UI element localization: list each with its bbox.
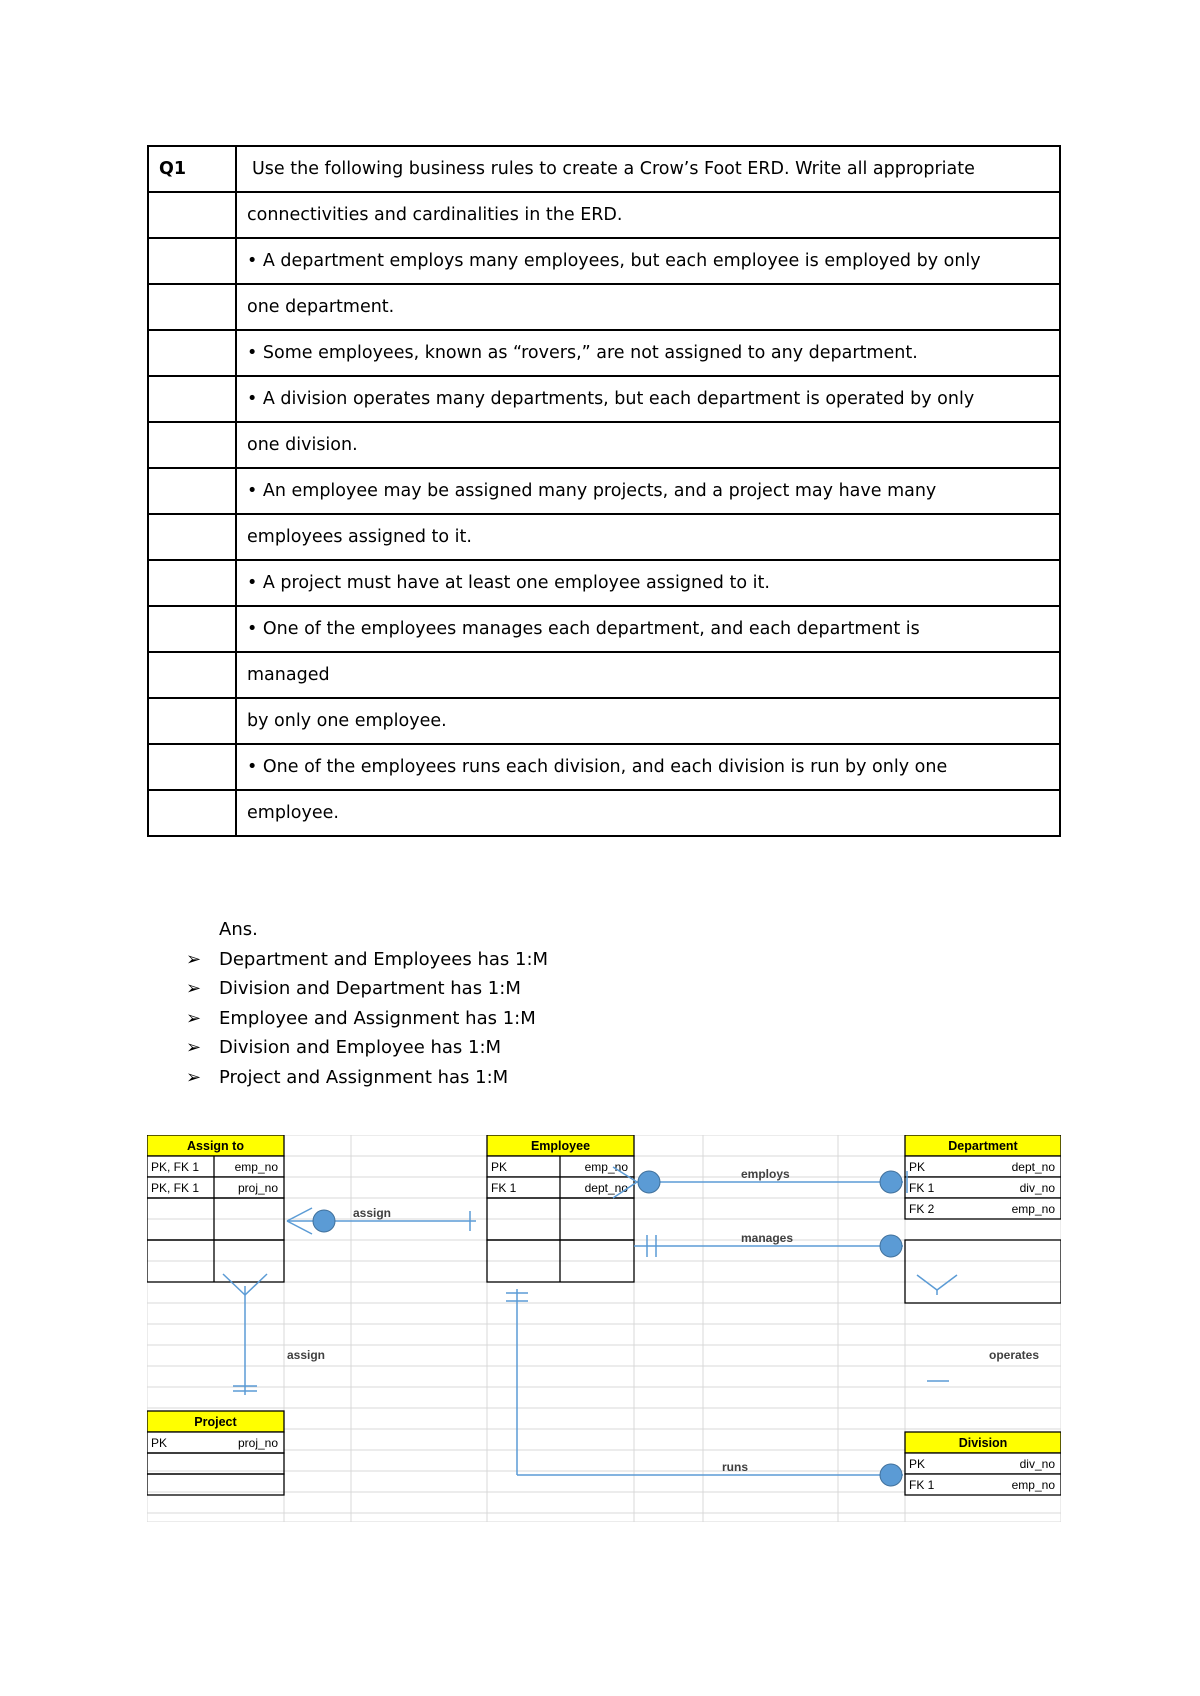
question-text-line: • Some employees, known as “rovers,” are not assigned to any department. bbox=[236, 330, 1060, 376]
answer-item bbox=[186, 974, 548, 1004]
entity-attribute: dept_no bbox=[584, 1181, 628, 1195]
entity-key-type: FK 1 bbox=[909, 1181, 935, 1195]
entity-attribute: emp_no bbox=[1011, 1202, 1055, 1216]
optional-circle bbox=[880, 1171, 902, 1193]
question-text-line: • One of the employees runs each division, and each division is run by only one bbox=[236, 744, 1060, 790]
question-number-cell bbox=[148, 192, 236, 238]
answer-item bbox=[186, 1063, 548, 1093]
question-row bbox=[148, 468, 1060, 514]
entity-attribute: emp_no bbox=[584, 1160, 628, 1174]
question-row bbox=[148, 146, 1060, 192]
question-row bbox=[148, 514, 1060, 560]
optional-circle bbox=[880, 1464, 902, 1486]
entity-title: Division bbox=[958, 1436, 1008, 1450]
question-number-cell bbox=[148, 330, 236, 376]
question-number-cell bbox=[148, 468, 236, 514]
entity-key-type: FK 1 bbox=[491, 1181, 517, 1195]
entity-title: Employee bbox=[530, 1139, 591, 1153]
optional-circle bbox=[638, 1171, 660, 1193]
answer-item-text: Division and Department has 1:M bbox=[219, 978, 521, 999]
manages-label: manages bbox=[741, 1231, 794, 1245]
question-row bbox=[148, 652, 1060, 698]
question-row bbox=[148, 330, 1060, 376]
department-entity bbox=[905, 1135, 1061, 1303]
entity-attribute: dept_no bbox=[1011, 1160, 1055, 1174]
question-number-cell bbox=[148, 790, 236, 836]
arrow-bullet-icon: ➢ bbox=[186, 978, 202, 999]
question-number-cell bbox=[148, 652, 236, 698]
question-row bbox=[148, 744, 1060, 790]
answer-item-text: Division and Employee has 1:M bbox=[219, 1037, 502, 1058]
question-text-line: • A division operates many departments, but each department is operated by only bbox=[236, 376, 1060, 422]
division-entity bbox=[905, 1432, 1061, 1495]
entity-attribute: emp_no bbox=[234, 1160, 278, 1174]
entity-key-type: FK 1 bbox=[909, 1478, 935, 1492]
assign-top-label: assign bbox=[353, 1206, 392, 1220]
entity-attribute: div_no bbox=[1019, 1457, 1055, 1471]
question-row bbox=[148, 606, 1060, 652]
question-text-line: • One of the employees manages each department, and each department is bbox=[236, 606, 1060, 652]
question-text-line: by only one employee. bbox=[236, 698, 1060, 744]
answer-title: Ans. bbox=[219, 919, 258, 940]
answer-item-text: Department and Employees has 1:M bbox=[219, 948, 549, 970]
question-text-line: employees assigned to it. bbox=[236, 514, 1060, 560]
answer-item bbox=[186, 945, 548, 975]
question-number-cell bbox=[148, 698, 236, 744]
question-text-line: • A project must have at least one employee assigned to it. bbox=[236, 560, 1060, 606]
entity-title: Department bbox=[948, 1139, 1018, 1153]
employee-entity bbox=[487, 1135, 634, 1282]
entity-attribute: emp_no bbox=[1011, 1478, 1055, 1492]
runs-label: runs bbox=[722, 1460, 749, 1474]
question-row bbox=[148, 284, 1060, 330]
question-number-cell bbox=[148, 422, 236, 468]
question-row bbox=[148, 560, 1060, 606]
answer-item-text: Employee and Assignment has 1:M bbox=[219, 1007, 536, 1029]
question-number-cell bbox=[148, 376, 236, 422]
assign-to-entity bbox=[147, 1135, 284, 1282]
entity-title: Assign to bbox=[187, 1139, 244, 1153]
question-text-line: • An employee may be assigned many projects, and a project may have many bbox=[236, 468, 1060, 514]
answer-item-text: Project and Assignment has 1:M bbox=[219, 1066, 509, 1088]
optional-circle bbox=[880, 1235, 902, 1257]
question-number: Q1 bbox=[148, 146, 236, 192]
answer-item bbox=[186, 1033, 548, 1063]
entity-key-type: FK 2 bbox=[909, 1202, 935, 1216]
entity-key-type: PK, FK 1 bbox=[151, 1160, 200, 1174]
project-entity bbox=[147, 1411, 284, 1495]
question-row bbox=[148, 422, 1060, 468]
entity-key-type: PK bbox=[151, 1436, 168, 1450]
entity-key-type: PK, FK 1 bbox=[151, 1181, 200, 1195]
entity-attribute: div_no bbox=[1019, 1181, 1055, 1195]
question-number-cell bbox=[148, 560, 236, 606]
crowfoot-right-line bbox=[245, 1274, 267, 1295]
question-row bbox=[148, 192, 1060, 238]
answer-list bbox=[186, 945, 548, 1093]
entity-attribute: proj_no bbox=[237, 1436, 278, 1450]
arrow-bullet-icon: ➢ bbox=[186, 1037, 202, 1058]
answer-item bbox=[186, 1004, 548, 1034]
question-row bbox=[148, 698, 1060, 744]
entity-attribute: proj_no bbox=[237, 1181, 278, 1195]
operates-label: operates bbox=[989, 1348, 1040, 1362]
entity-title: Project bbox=[194, 1415, 237, 1429]
question-text-line: Use the following business rules to create a Crow’s Foot ERD. Write all appropriate bbox=[236, 146, 1060, 192]
entity-key-type: PK bbox=[909, 1457, 926, 1471]
question-row bbox=[148, 790, 1060, 836]
question-text-line: connectivities and cardinalities in the ERD. bbox=[236, 192, 1060, 238]
arrow-bullet-icon: ➢ bbox=[186, 1066, 202, 1088]
question-text-line: one department. bbox=[236, 284, 1060, 330]
question-number-cell bbox=[148, 284, 236, 330]
question-number-cell bbox=[148, 606, 236, 652]
arrow-bullet-icon: ➢ bbox=[186, 948, 202, 970]
question-number-cell bbox=[148, 238, 236, 284]
answer-section bbox=[186, 915, 548, 1092]
crowfoot-lower-line bbox=[287, 1221, 312, 1234]
question-text-line: • A department employs many employees, but each employee is employed by only bbox=[236, 238, 1060, 284]
entity-key-type: PK bbox=[909, 1160, 926, 1174]
arrow-bullet-icon: ➢ bbox=[186, 1007, 202, 1029]
employs-label: employs bbox=[741, 1167, 790, 1181]
question-text-line: managed bbox=[236, 652, 1060, 698]
question-text-line: employee. bbox=[236, 790, 1060, 836]
crowfoot-left-line bbox=[223, 1274, 245, 1295]
question-number-cell bbox=[148, 514, 236, 560]
question-row bbox=[148, 376, 1060, 422]
question-table bbox=[147, 145, 1061, 837]
entity-key-type: PK bbox=[491, 1160, 508, 1174]
question-row bbox=[148, 238, 1060, 284]
question-text-line: one division. bbox=[236, 422, 1060, 468]
erd-diagram bbox=[147, 1135, 1061, 1522]
assign-left-label: assign bbox=[287, 1348, 326, 1362]
question-number-cell bbox=[148, 744, 236, 790]
optional-circle bbox=[313, 1210, 335, 1232]
